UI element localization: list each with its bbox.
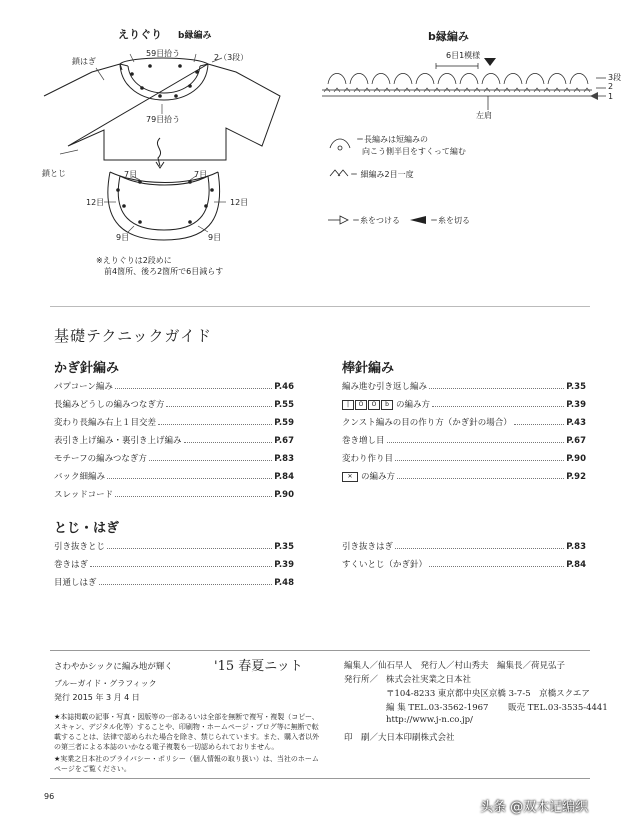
collar-subtitle: b縁編み: [178, 31, 212, 41]
list-item: [54, 486, 294, 500]
item-label: クンスト編みの目の作り方（かぎ針の場合）: [342, 418, 512, 428]
leader-dots: [395, 548, 564, 549]
item-label: モチーフの編みつなぎ方: [54, 454, 147, 464]
list-item: [342, 538, 586, 552]
crochet-heading: かぎ針編み: [54, 361, 120, 376]
item-page: P.67: [274, 436, 294, 446]
item-label: 長編みどうしの編みつなぎ方: [54, 400, 165, 410]
publish-date: 発行 2015 年 3 月 4 日: [54, 693, 140, 702]
leader-dots: [514, 424, 565, 425]
publisher-name: 株式会社実業之日本社: [386, 675, 472, 685]
list-item: [54, 556, 294, 570]
publisher-address: 〒104-8233 東京都中央区京橋 3-7-5 京橋スクエア: [386, 689, 590, 699]
leader-dots: [115, 388, 272, 389]
list-item: [54, 574, 294, 588]
list-item: [342, 432, 586, 446]
item-label: 表引き上げ編み・裏引き上げ編み: [54, 436, 182, 446]
row-2-label: 2: [608, 82, 614, 91]
side-seam-label: 鎖とじ: [42, 169, 66, 178]
publisher-label: 発行所／: [344, 675, 379, 685]
item-page: P.46: [274, 382, 294, 392]
phone-editorial: 編 集 TEL.03-3562-1967: [386, 703, 489, 713]
series-name: ブルーガイド・グラフィック: [54, 679, 157, 688]
collar-top-count: 59目拾う: [146, 49, 181, 58]
item-label: 引き抜きはぎ: [342, 542, 394, 552]
left-shoulder-label: 左肩: [476, 111, 492, 120]
item-page: P.59: [274, 418, 294, 428]
page-number: 96: [44, 792, 55, 801]
colophon-divider-bottom: [50, 778, 590, 779]
lower-left-bottom: 9目: [116, 233, 130, 242]
item-label: 目通しはぎ: [54, 578, 97, 588]
list-item: [54, 538, 294, 552]
item-label: パプコーン編み: [54, 382, 113, 392]
watermark: 头条 @双木记编织: [480, 800, 589, 815]
row-1-label: 1: [608, 92, 614, 101]
leader-dots: [184, 442, 273, 443]
printer-line: 印 刷／大日本印刷株式会社: [344, 733, 455, 743]
list-item: [342, 414, 586, 428]
list-item: [342, 396, 586, 410]
legend-tall-2: 向こう側半目をすくって編む: [362, 147, 466, 156]
book-title: '15 春夏ニット: [214, 659, 303, 674]
item-label: 変わり作り目: [342, 454, 394, 464]
leader-dots: [387, 442, 565, 443]
stitch-symbol-icon: | O O b: [342, 399, 396, 410]
section-divider: [50, 306, 590, 307]
lower-left-side: 12目: [86, 198, 105, 207]
item-page: P.83: [566, 542, 586, 552]
item-page: P.90: [566, 454, 586, 464]
list-item: [54, 432, 294, 446]
item-page: P.35: [566, 382, 586, 392]
item-label: すくいとじ（かぎ針）: [342, 560, 428, 570]
leader-dots: [107, 548, 272, 549]
item-page: P.83: [274, 454, 294, 464]
leader-dots: [395, 460, 564, 461]
leader-dots: [429, 388, 564, 389]
phone-sales: 販売 TEL.03-3535-4441: [508, 703, 608, 713]
collar-rows-label: 2（3段）: [214, 53, 249, 62]
row-3-label: 3段: [608, 73, 622, 82]
legend-tall-1: ＝長編みは短編みの: [356, 135, 428, 144]
collar-note-2: 前4箇所、後ろ2箇所で6目減らす: [104, 267, 224, 276]
item-page: P.48: [274, 578, 294, 588]
leader-dots: [107, 478, 272, 479]
legend-attach: ＝糸をつける: [352, 216, 400, 225]
leader-dots: [166, 406, 272, 407]
list-item: [54, 378, 294, 392]
leader-dots: [90, 566, 272, 567]
leader-dots: [149, 460, 272, 461]
item-page: P.35: [274, 542, 294, 552]
item-label: 変わり長編み右上１目交差: [54, 418, 157, 428]
leader-dots: [432, 406, 564, 407]
leader-dots: [397, 478, 564, 479]
lower-right-count: 7目: [194, 170, 208, 179]
legend-cut: ＝糸を切る: [430, 216, 470, 225]
website-url[interactable]: http://www.j-n.co.jp/: [386, 715, 473, 725]
item-page: P.90: [274, 490, 294, 500]
item-label: 巻きはぎ: [54, 560, 89, 570]
collar-note-1: ※えりぐりは2段めに: [96, 256, 172, 265]
repeat-label: 6目1模様: [446, 51, 481, 60]
list-item: [342, 378, 586, 392]
list-item: [342, 556, 586, 570]
list-item: [342, 468, 586, 482]
item-label: 引き抜きとじ: [54, 542, 106, 552]
shoulder-seam-label: 鎖はぎ: [72, 57, 96, 66]
leader-dots: [429, 566, 564, 567]
lower-right-side: 12目: [230, 198, 249, 207]
item-label: 編み進む引き返し編み: [342, 382, 428, 392]
collar-title: えりぐり: [118, 28, 162, 41]
edging-title: b縁編み: [428, 30, 469, 43]
cross-symbol-icon: ✕: [342, 471, 361, 482]
item-label: 巻き増し目: [342, 436, 385, 446]
item-label: バック細編み: [54, 472, 106, 482]
list-item: [54, 450, 294, 464]
leader-dots: [158, 424, 272, 425]
list-item: [54, 396, 294, 410]
guide-title: 基礎テクニックガイド: [54, 327, 213, 345]
item-page: P.39: [566, 400, 586, 410]
lower-left-count: 7目: [124, 170, 138, 179]
item-page: P.55: [274, 400, 294, 410]
privacy-notice: ★実業之日本社のプライバシー・ポリシー（個人情報の取り扱い）は、当社のホームページをご覧ください。: [54, 755, 319, 773]
item-label: の編み方: [361, 472, 396, 482]
knitting-heading: 棒針編み: [342, 361, 395, 376]
list-item: [342, 450, 586, 464]
item-label: スレッドコード: [54, 490, 114, 500]
leader-dots: [99, 584, 273, 585]
item-page: P.92: [566, 472, 586, 482]
editor-line: 編集人／仙石早人 発行人／村山秀夫 編集長／荷見弘子: [344, 661, 566, 671]
leader-dots: [115, 496, 272, 497]
item-page: P.43: [566, 418, 586, 428]
item-page: P.39: [274, 560, 294, 570]
collar-bottom-count: 79目拾う: [146, 115, 181, 124]
item-page: P.84: [274, 472, 294, 482]
seaming-heading: とじ・はぎ: [54, 521, 120, 536]
copyright-notice: ★本誌掲載の記事・写真・図版等の一部あるいは全部を無断で複写・複製（コピー、スキャン、デジタル化等）することや、印刷物・ホームページ・ブログ等に無断で転載することは、法律で認められた場合を除き、禁じられています。また、購入者以外の第三者による本誌のいかなる電子複製も一切認められておりません。: [54, 713, 320, 751]
list-item: [54, 468, 294, 482]
list-item: [54, 414, 294, 428]
item-label: の編み方: [396, 400, 431, 410]
legend-decrease: ＝ 細編み2目一度: [350, 170, 414, 179]
colophon-divider-top: [50, 650, 590, 651]
lower-right-bottom: 9目: [208, 233, 222, 242]
item-page: P.67: [566, 436, 586, 446]
item-page: P.84: [566, 560, 586, 570]
book-tagline: さわやかシックに編み地が輝く: [54, 662, 173, 672]
